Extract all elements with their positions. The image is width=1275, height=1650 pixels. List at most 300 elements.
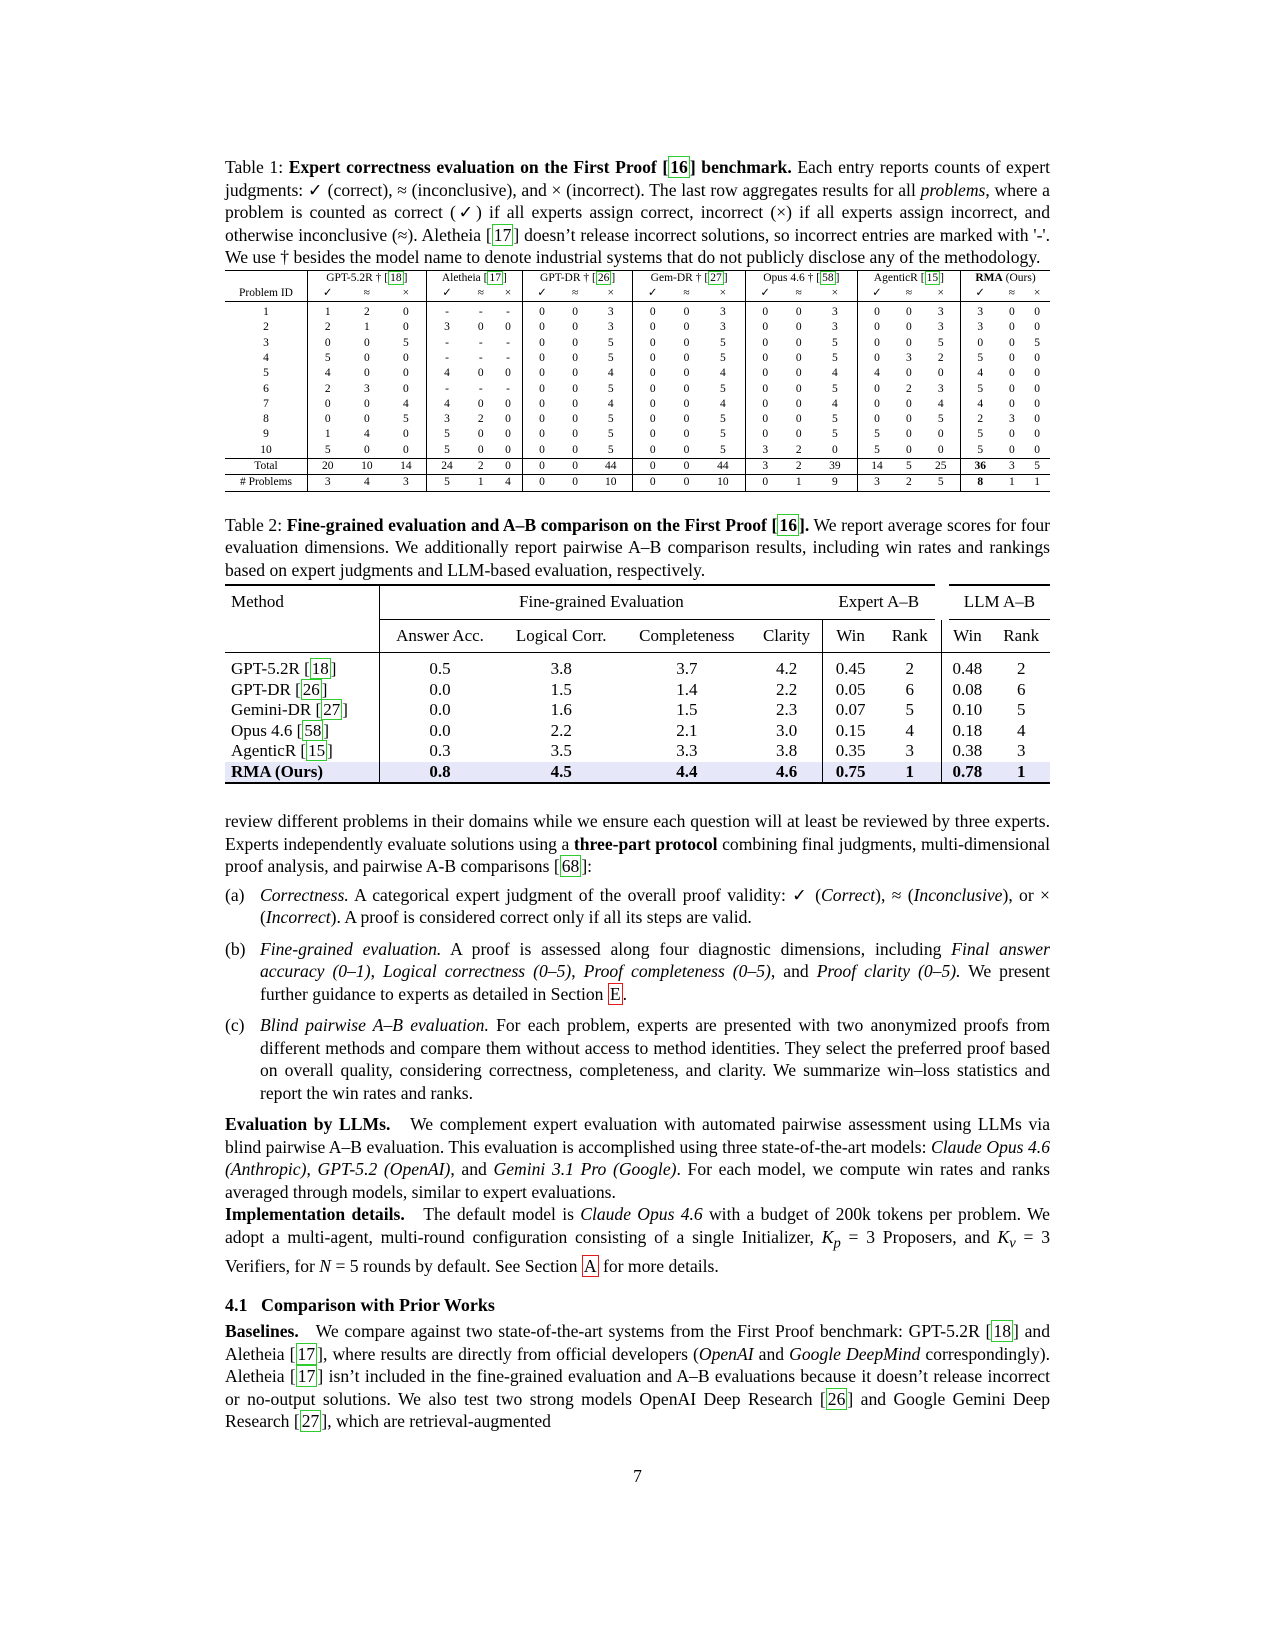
table-cell: 0	[633, 302, 672, 321]
table-cell: 5	[607, 428, 614, 441]
table-cell: 3	[1017, 741, 1026, 761]
table-cell: 5	[263, 367, 269, 380]
citation-link[interactable]: 15	[926, 271, 939, 284]
table-cell: 0.8	[380, 762, 500, 784]
table-cell: 0	[905, 367, 912, 380]
table-cell: 4	[426, 366, 467, 381]
table-cell: 3	[905, 351, 912, 364]
table-cell: 3	[961, 302, 1000, 321]
table-cell: 4	[363, 428, 370, 441]
table-cell: 5	[921, 475, 960, 491]
table-cell: 25	[921, 459, 960, 475]
table-cell: 0.0	[380, 700, 500, 721]
table-cell: 0	[795, 351, 802, 364]
table-row	[225, 721, 1050, 742]
list-item: (b) Fine-grained evaluation. A proof is assessed along four diagnostic dimensions, including Final answer accuracy (0–1), Logical correctness (0–5), Proof completeness (0–5), and Proof clarity (0–5). We present further guidance to experts as detailed in Section E .	[225, 938, 1050, 1004]
table-cell: 0	[572, 428, 578, 441]
table-cell: 3.7	[623, 653, 751, 680]
method-cell: GPT-5.2R [ 18 ]	[225, 653, 380, 680]
table-cell: 0.38	[942, 741, 993, 762]
citation-link[interactable]: 17	[493, 224, 512, 245]
table-cell: 0	[683, 321, 690, 334]
table-cell: 4	[961, 366, 1000, 381]
table-cell: 4	[607, 397, 614, 410]
table-cell: -	[478, 306, 483, 319]
table-cell: 0	[522, 302, 561, 321]
table-cell: 7	[263, 397, 269, 410]
table-cell: 0	[831, 443, 838, 456]
table1-body	[225, 302, 1050, 459]
table-cell: -	[506, 336, 510, 349]
table-cell: 0	[937, 443, 944, 456]
table-cell: 0	[505, 321, 511, 334]
table-cell: 0	[403, 443, 409, 456]
citation-link[interactable]: 26	[827, 1388, 846, 1409]
citation-link[interactable]: 15	[308, 741, 326, 761]
table-cell: 0	[572, 413, 578, 426]
section-link[interactable]: A	[583, 1255, 597, 1276]
table-cell: 5	[426, 427, 467, 442]
table-cell: 5	[831, 336, 838, 349]
table-cell: -	[506, 382, 510, 395]
table1-caption: Table 1: Expert correctness evaluation on the First Proof [ 16 ] benchmark. Each entry reports counts of expert judgments: ✓ (correct), ≈ (inconclusive), and × (incorrect). The last row aggregates results for all problems, where a problem is counted as correct (✓) if all experts assign correct, incorrect (×) if all experts assign incorrect, and otherwise inconclusive (≈). Aletheia [ 17 ] doesn’t release incorrect solutions, so incorrect entries are marked with '-'. We use † besides the model name to denote industrial systems that do not publicly disclose any of the methodology.	[225, 157, 1050, 267]
table-cell: 5	[961, 351, 1000, 366]
table-cell: 1	[363, 321, 370, 334]
table-cell: 2	[477, 413, 484, 426]
table-cell: 0	[633, 382, 672, 397]
table-cell: 0	[683, 382, 690, 395]
table-cell: 0	[1034, 321, 1041, 334]
table-cell: -	[426, 351, 467, 366]
table-cell: 3	[831, 321, 838, 334]
table-cell: 5	[720, 336, 726, 349]
table-cell: 5	[426, 443, 467, 459]
table-row	[225, 443, 1050, 459]
table-cell: 0	[572, 336, 578, 349]
table-cell: 4	[494, 475, 522, 491]
table-cell: 0	[905, 443, 912, 456]
section-link[interactable]: E	[609, 983, 621, 1004]
table-cell: 2	[308, 382, 348, 397]
table-cell: -	[506, 306, 510, 319]
table-row	[225, 320, 1050, 335]
table-cell: 0	[683, 306, 690, 319]
table-row	[225, 653, 1050, 680]
table2-body	[225, 653, 1050, 784]
table-cell: 2	[263, 321, 269, 334]
table1	[225, 270, 1050, 492]
table-cell: 5	[896, 459, 921, 475]
citation-link[interactable]: 17	[489, 271, 501, 284]
table-cell: 1	[993, 762, 1051, 784]
table-cell: 44	[589, 459, 633, 475]
table-cell: 0.10	[942, 700, 993, 721]
table-cell: 0	[961, 336, 1000, 351]
citation-link[interactable]: 17	[297, 1366, 316, 1387]
citation-link[interactable]: 58	[304, 720, 322, 740]
table-cell: 1.6	[550, 700, 572, 720]
table-cell: 0	[745, 320, 784, 335]
table-cell: 2	[961, 412, 1000, 427]
table-cell: 0.05	[823, 680, 879, 701]
table-cell: 0	[905, 336, 912, 349]
table-cell: 3.0	[775, 720, 798, 740]
table-cell: 5	[905, 700, 914, 720]
table-cell: 0	[1008, 397, 1015, 410]
table-cell: 3	[999, 459, 1024, 475]
table-cell: 0	[795, 367, 802, 380]
table-cell: 1	[1024, 475, 1050, 491]
table-cell: 3	[607, 321, 614, 334]
table-cell: 3	[905, 741, 914, 761]
table-cell: -	[426, 382, 467, 397]
table-cell: 3.8	[775, 741, 798, 761]
table-cell: 0	[745, 475, 784, 491]
problems-row	[225, 475, 1050, 491]
table-cell: 4	[961, 397, 1000, 412]
table-cell: 0.0	[380, 721, 500, 742]
table-cell: 3	[263, 336, 269, 349]
table-cell: 1	[263, 306, 269, 319]
table-cell: 0	[572, 306, 578, 319]
table-cell: 0	[363, 397, 370, 410]
table-cell: 0	[477, 367, 484, 380]
table-row	[225, 700, 1050, 721]
table-cell: 3	[937, 382, 944, 395]
table-row	[225, 366, 1050, 381]
table-cell: 3	[1008, 413, 1015, 426]
table-cell: 0	[1008, 351, 1015, 364]
table-cell: 0	[1034, 428, 1041, 441]
table-cell: 5	[937, 413, 944, 426]
table-cell: 0	[1008, 336, 1015, 349]
table-cell: 1	[308, 427, 348, 442]
table-cell: 0	[522, 459, 561, 475]
table-cell: 4.5	[500, 762, 623, 784]
table-cell: 24	[426, 459, 467, 475]
table-cell: 0	[795, 382, 802, 395]
table-cell: 0	[1008, 428, 1015, 441]
table-cell: 0	[403, 351, 409, 364]
table-cell: 3	[857, 475, 896, 491]
table-cell: 0	[403, 428, 409, 441]
table-cell: 5	[308, 351, 348, 366]
table-cell: 0	[522, 366, 561, 381]
table-cell: 3	[961, 320, 1000, 335]
citation-link[interactable]: 27	[323, 700, 341, 720]
page-content	[225, 156, 1050, 1433]
citation-link[interactable]: 26	[302, 679, 320, 699]
table-cell: 0	[683, 397, 690, 410]
table-cell: 5	[720, 382, 726, 395]
table-cell: 0.15	[823, 721, 879, 742]
table-cell: 3	[831, 306, 838, 319]
table-cell: 2	[896, 475, 921, 491]
table-cell: 0	[1034, 367, 1041, 380]
table-cell: 3.8	[500, 653, 623, 680]
table-cell: 2	[784, 459, 812, 475]
table-cell: 0	[363, 351, 370, 364]
table-cell: 0	[1034, 306, 1041, 319]
table-cell: 0	[572, 443, 578, 456]
table-cell: 5	[720, 351, 726, 364]
table-cell: 6	[263, 382, 269, 395]
table-cell: 39	[813, 459, 857, 475]
table-cell: 3	[426, 412, 467, 427]
table-cell: 5	[607, 351, 614, 364]
table2-subheader: Answer Acc. Logical Corr. Completeness Clarity Win Rank Win Rank	[225, 619, 1050, 653]
table-cell: 2.3	[775, 700, 798, 720]
table-cell: 0	[1034, 382, 1041, 395]
table-cell: 0.0	[380, 680, 500, 701]
table-row	[225, 412, 1050, 427]
table-cell: 1.4	[676, 679, 698, 699]
table-cell: 0	[522, 443, 561, 459]
table-cell: 0	[745, 397, 784, 412]
table-cell: 4	[263, 351, 269, 364]
table-cell: 4.2	[751, 653, 822, 680]
table-cell: 0	[683, 367, 690, 380]
table-cell: 5	[857, 443, 896, 459]
citation-link[interactable]: 68	[561, 856, 580, 877]
table1-symbol-header: Problem ID ✓ ≈ × ✓ ≈ × ✓ ≈ × ✓ ≈ × ✓ ≈ × ✓ ≈ × ✓ ≈ ×	[225, 286, 1050, 302]
table-cell: 0	[1008, 443, 1015, 456]
table-cell: 3	[745, 459, 784, 475]
table-cell: 4	[831, 367, 838, 380]
table-cell: -	[478, 351, 483, 364]
method-cell: AgenticR [ 15 ]	[231, 741, 333, 761]
table-cell: 0	[572, 382, 578, 395]
table-cell: 0	[363, 413, 370, 426]
table-cell: 0.78	[942, 762, 993, 784]
table-cell: 3.5	[550, 741, 572, 761]
table-cell: 2.1	[676, 720, 698, 740]
citation-link[interactable]: 17	[297, 1343, 316, 1364]
table-cell: 5	[403, 336, 409, 349]
table-cell: 0	[795, 336, 802, 349]
table-cell: -	[478, 336, 483, 349]
table-cell: 5	[720, 428, 726, 441]
table-cell: 0	[403, 382, 409, 395]
table-cell: 0	[494, 459, 522, 475]
table-cell: 4	[347, 475, 386, 491]
table-cell: 0	[505, 443, 511, 456]
table-cell: -	[426, 336, 467, 351]
table-cell: 0.48	[942, 653, 993, 680]
citation-link[interactable]: 18	[993, 1321, 1012, 1342]
table1-summary	[225, 459, 1050, 492]
table-cell: 0	[633, 336, 672, 351]
table-cell: 0	[857, 397, 896, 412]
table-cell: 2	[795, 443, 802, 456]
table-cell: 5	[961, 443, 1000, 459]
table-cell: 4	[905, 720, 914, 740]
table-cell: 0	[683, 443, 690, 456]
table-cell: 10	[347, 459, 386, 475]
table-cell: 2	[308, 320, 348, 335]
table-cell: 10	[701, 475, 746, 491]
table-cell: 2	[878, 653, 942, 680]
table-cell: 5	[720, 413, 726, 426]
table-cell: 0	[857, 320, 896, 335]
table-cell: 3	[386, 475, 426, 491]
table-cell: 0	[633, 366, 672, 381]
table-row	[225, 741, 1050, 762]
citation-link[interactable]: 18	[311, 659, 329, 679]
table-cell: 0	[905, 306, 912, 319]
table-cell: 0	[1034, 351, 1041, 364]
method-cell: Gemini-DR [ 27 ]	[231, 700, 348, 720]
table-cell: 0	[1034, 397, 1041, 410]
table-cell: 0	[403, 306, 409, 319]
table-cell: 0	[572, 321, 578, 334]
table-cell: 4	[831, 397, 838, 410]
table-cell: 0	[937, 367, 944, 380]
table-cell: 0	[633, 443, 672, 459]
table-cell: 0	[308, 397, 348, 412]
citation-link[interactable]: 16	[779, 514, 797, 535]
table-cell: 0.18	[942, 721, 993, 742]
table-cell: 0	[522, 382, 561, 397]
table-cell: -	[426, 302, 467, 321]
table-cell: 2	[937, 351, 944, 364]
table-cell: 0	[795, 428, 802, 441]
implementation-paragraph: Implementation details. The default model is Claude Opus 4.6 with a budget of 200k tokens per problem. We adopt a multi-agent, multi-round configuration consisting of a single Initializer, $K_p = 3$ Proposers, and $K_v = 3$ Verifiers, for N = 5 rounds by default. See Section A for more details.	[225, 1204, 1051, 1276]
protocol-list	[225, 884, 1050, 1105]
citation-link[interactable]: 18	[390, 271, 402, 284]
table-cell: 2.2	[775, 679, 798, 699]
table-cell: 0	[683, 351, 690, 364]
table-cell: 1	[784, 475, 812, 491]
table-cell: 5	[607, 382, 614, 395]
table-cell: 1	[467, 475, 494, 491]
table-cell: 0	[683, 413, 690, 426]
table-cell: 10	[589, 475, 633, 491]
table-cell: 0	[745, 336, 784, 351]
table-cell: 0	[477, 443, 484, 456]
table-cell: 5	[1024, 459, 1050, 475]
table-cell: 0	[363, 336, 370, 349]
table-cell: 2	[467, 459, 494, 475]
table-cell: 2	[363, 306, 370, 319]
table-cell: 5	[607, 413, 614, 426]
table-cell: 0	[745, 366, 784, 381]
table-cell: 0	[522, 475, 561, 491]
table-cell: 6	[1017, 679, 1026, 699]
table-cell: 0	[745, 302, 784, 321]
table-cell: 0	[505, 428, 511, 441]
citation-link[interactable]: 58	[822, 271, 834, 284]
table-cell: 0	[672, 475, 701, 491]
table-cell: 0.75	[823, 762, 879, 784]
table-cell: 0	[561, 459, 589, 475]
table-cell: 0	[857, 412, 896, 427]
table-cell: 5	[426, 475, 467, 491]
table-cell: 0	[905, 413, 912, 426]
table2-caption: Table 2: Fine-grained evaluation and A–B comparison on the First Proof [ 16 ]. We report average scores for four evaluation dimensions. We additionally report pairwise A–B comparison results, including win rates and rankings based on expert judgments and LLM-based evaluation, respectively.	[225, 514, 1051, 580]
table-cell: 0	[633, 320, 672, 335]
table-cell: 4.6	[751, 762, 822, 784]
table-cell: 0	[477, 397, 484, 410]
table-cell: 0	[1008, 382, 1015, 395]
table-cell: 0.45	[823, 653, 879, 680]
table-cell: 9	[813, 475, 857, 491]
table-cell: 5	[403, 413, 409, 426]
table-cell: 0	[308, 412, 348, 427]
table-cell: 4	[308, 366, 348, 381]
table-cell: -	[478, 382, 483, 395]
table-cell: 0	[522, 336, 561, 351]
table-cell: 0.07	[823, 700, 879, 721]
body-paragraph: review different problems in their domains while we ensure each question will at least be reviewed by three experts. Experts independently evaluate solutions using a three-part protocol combining final judgments, multi-dimensional proof analysis, and pairwise A-B comparisons [ 68 ]:	[225, 811, 1050, 877]
table-cell: 0	[522, 320, 561, 335]
table-cell: 3	[308, 475, 348, 491]
table-cell: 36	[961, 459, 1000, 475]
table-cell: 0	[857, 336, 896, 351]
table-cell: 0	[633, 351, 672, 366]
table-cell: 5	[720, 443, 726, 456]
table-cell: 1	[878, 762, 942, 784]
table-cell: 3	[937, 306, 944, 319]
table-cell: 10	[260, 443, 272, 456]
citation-link[interactable]: 16	[670, 157, 688, 177]
table-cell: 0.35	[823, 741, 879, 762]
table-cell: 4	[857, 366, 896, 381]
table-cell: 4.4	[623, 762, 751, 784]
table-cell: 5	[607, 443, 614, 456]
table-cell: # Problems	[225, 475, 308, 491]
table-cell: 0	[795, 321, 802, 334]
table-cell: 0	[403, 321, 409, 334]
table-cell: 0	[633, 475, 672, 491]
table-cell: 0	[795, 397, 802, 410]
table-cell: 0	[403, 367, 409, 380]
table-cell: 3	[720, 321, 726, 334]
table-cell: 5	[607, 336, 614, 349]
table-cell: 0	[505, 397, 511, 410]
table-cell: 0	[633, 427, 672, 442]
table-cell: 0	[363, 443, 370, 456]
table-cell: 2	[905, 382, 912, 395]
citation-link[interactable]: 27	[301, 1411, 320, 1432]
table-cell: 0.5	[380, 653, 500, 680]
table-cell: 5	[831, 413, 838, 426]
table-cell: 4	[1017, 720, 1026, 740]
table-cell: 0	[522, 412, 561, 427]
table-cell: 0	[633, 397, 672, 412]
table-cell: 0	[1008, 367, 1015, 380]
table-row	[225, 302, 1050, 321]
table-cell: 5	[831, 351, 838, 364]
table-cell: 0	[522, 397, 561, 412]
table-cell: 0	[505, 413, 511, 426]
table-cell: 0	[522, 351, 561, 366]
list-item: (c) Blind pairwise A–B evaluation. For each problem, experts are presented with two anonymized proofs from different methods and compare them without access to method identities. They select the preferred proof based on overall quality, considering correctness, completeness, and clarity. We summarize win–loss statistics and report the win rates and ranks.	[225, 1015, 1051, 1103]
table-cell: 3	[720, 306, 726, 319]
table-cell: 5	[857, 427, 896, 442]
table-cell: 6	[905, 679, 914, 699]
table-cell: 2	[993, 653, 1051, 680]
citation-link[interactable]: 26	[597, 271, 610, 284]
list-item: (a) Correctness. A categorical expert judgment of the overall proof validity: ✓ (Correct), ≈ (Inconclusive), or × (Incorrect). A proof is considered correct only if all its steps are valid.	[225, 884, 1050, 928]
table-cell: 3	[937, 321, 944, 334]
table-row	[225, 336, 1050, 351]
citation-link[interactable]: 27	[710, 271, 722, 284]
table-row	[225, 680, 1050, 701]
table-cell: 0	[672, 459, 701, 475]
section-heading: 4.1 Comparison with Prior Works	[225, 1295, 495, 1316]
table-cell: 4	[426, 397, 467, 412]
